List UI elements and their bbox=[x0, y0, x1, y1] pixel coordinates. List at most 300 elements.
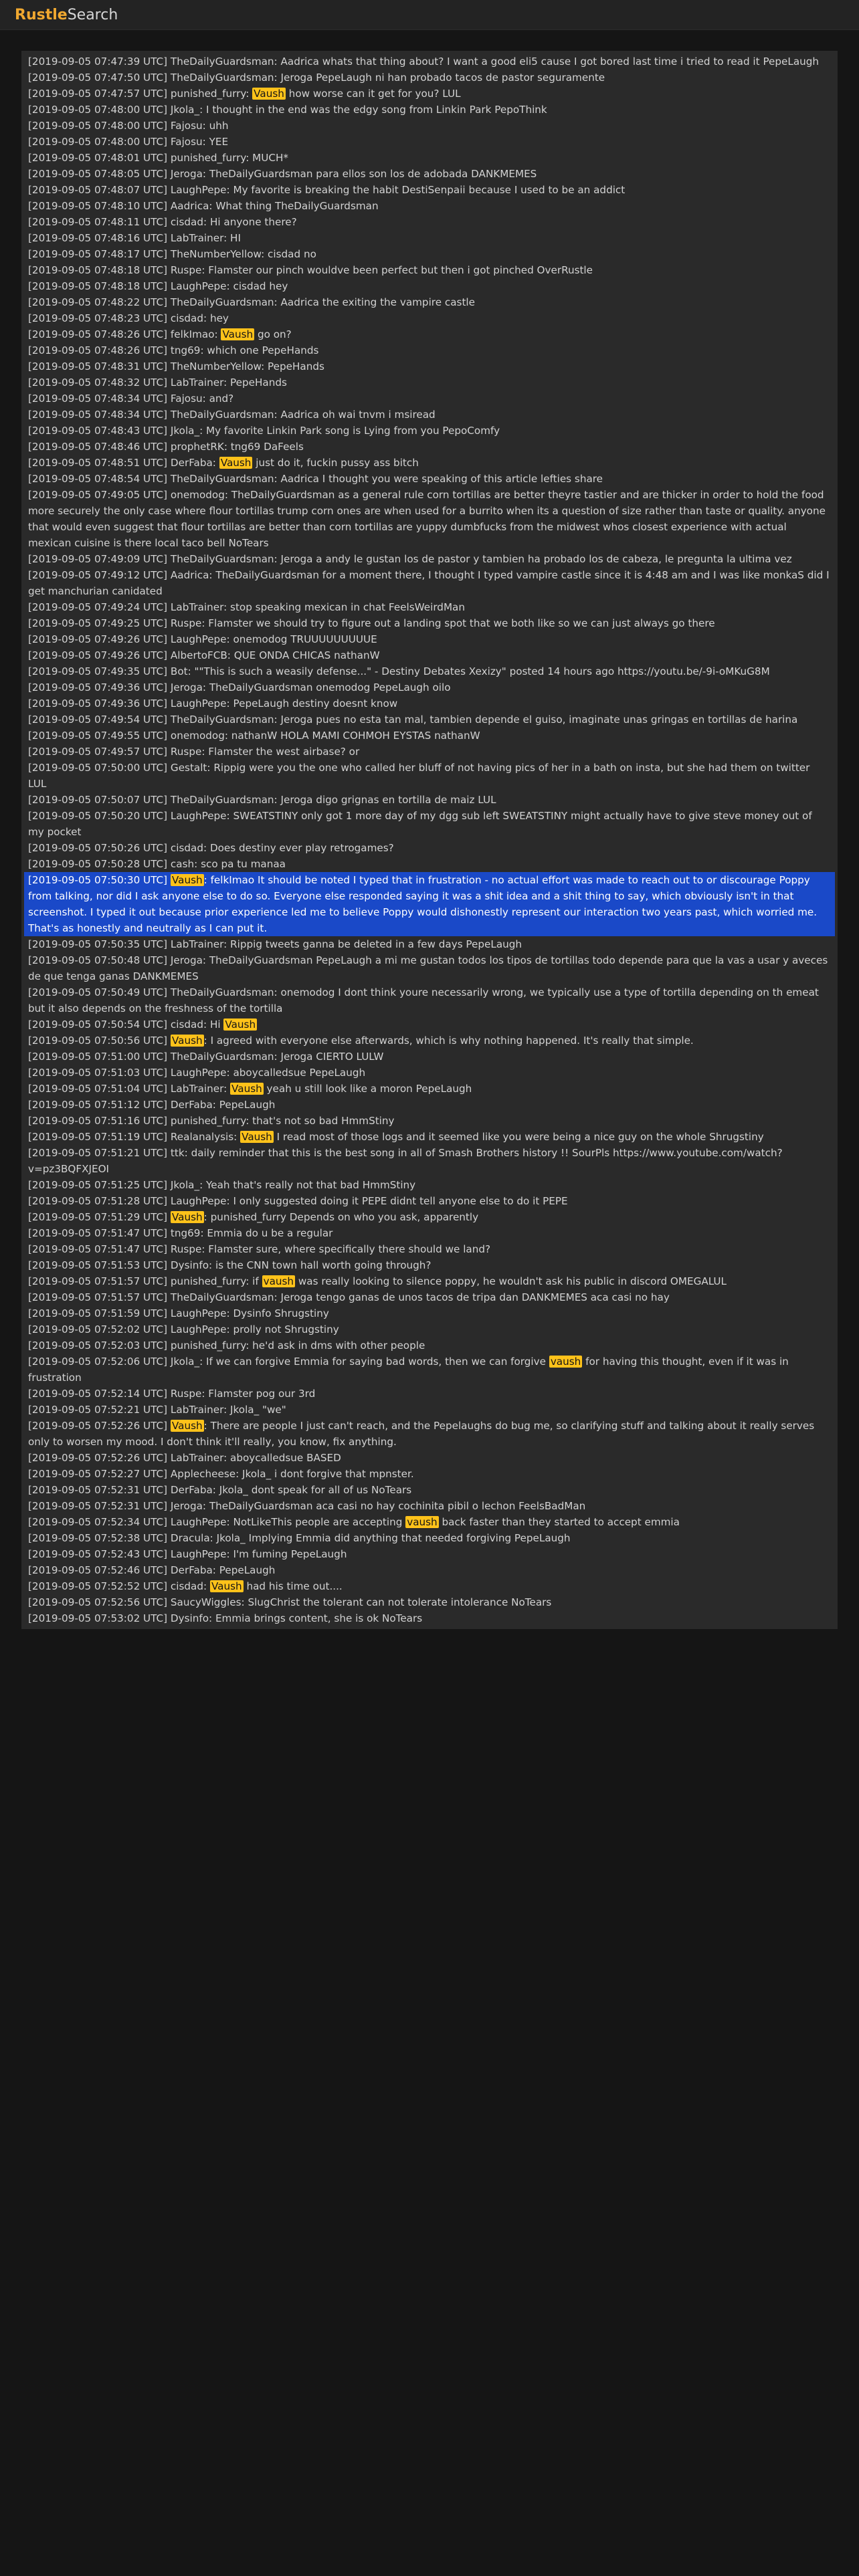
chat-message[interactable] bbox=[24, 695, 835, 712]
chat-message[interactable] bbox=[24, 1257, 835, 1273]
message-timestamp: [2019-09-05 07:52:52 UTC] bbox=[28, 1580, 171, 1592]
app-header bbox=[0, 0, 859, 30]
message-username: SaucyWiggles: bbox=[170, 1596, 248, 1608]
message-text: stop speaking mexican in chat FeelsWeirdMan bbox=[230, 601, 465, 613]
message-username: TheDailyGuardsman: bbox=[170, 72, 281, 84]
chat-message[interactable] bbox=[24, 872, 835, 936]
message-username: cash: bbox=[170, 858, 201, 870]
chat-message[interactable] bbox=[24, 1418, 835, 1450]
chat-message[interactable] bbox=[24, 182, 835, 198]
message-timestamp: [2019-09-05 07:51:12 UTC] bbox=[28, 1099, 171, 1111]
message-timestamp: [2019-09-05 07:52:56 UTC] bbox=[28, 1596, 171, 1608]
message-username: DerFaba: bbox=[170, 1564, 219, 1576]
chat-message[interactable] bbox=[24, 487, 835, 551]
message-text: Yeah that's really not that bad HmmStiny bbox=[206, 1179, 416, 1191]
message-username: Fajosu: bbox=[170, 136, 209, 148]
chat-message[interactable] bbox=[24, 455, 835, 471]
message-username: Ruspe: bbox=[170, 264, 209, 276]
message-username: Vaush bbox=[171, 874, 203, 886]
message-text: Vaush just do it, fuckin pussy ass bitch bbox=[220, 457, 419, 469]
message-username: LaughPepe: bbox=[170, 1323, 233, 1335]
chat-message[interactable] bbox=[24, 792, 835, 808]
message-username: LabTrainer: bbox=[170, 377, 231, 389]
message-timestamp: [2019-09-05 07:49:24 UTC] bbox=[28, 601, 171, 613]
chat-message[interactable] bbox=[24, 567, 835, 599]
message-text: Jeroga a andy le gustan los de pastor y tambien ha probado los de cabeza, le pregunta la ultima vez bbox=[280, 553, 792, 565]
chat-message[interactable] bbox=[24, 1546, 835, 1562]
chat-message[interactable] bbox=[24, 1610, 835, 1626]
chat-message[interactable] bbox=[24, 1354, 835, 1386]
message-username: Fajosu: bbox=[170, 393, 209, 405]
chat-message[interactable] bbox=[24, 679, 835, 695]
message-username: Dysinfo: bbox=[170, 1612, 215, 1624]
message-username: Fajosu: bbox=[170, 120, 209, 132]
message-timestamp: [2019-09-05 07:51:21 UTC] bbox=[28, 1147, 171, 1159]
message-text: if vaush was really looking to silence poppy, he wouldn't ask his public in discord OMEGALUL bbox=[252, 1275, 727, 1287]
message-text: QUE ONDA CHICAS nathanW bbox=[233, 649, 380, 661]
chat-message[interactable] bbox=[24, 326, 835, 342]
message-username: punished_furry: bbox=[170, 1115, 253, 1127]
message-text: There are people I just can't reach, and the Pepelaughs do bug me, so clarifying stuff and talking about it really serves only to worsen my mood. I don't think it'll really, you know, fix anything. bbox=[28, 1420, 815, 1448]
message-timestamp: [2019-09-05 07:51:59 UTC] bbox=[28, 1307, 171, 1319]
message-text: TheDailyGuardsman onemodog PepeLaugh oilo bbox=[209, 681, 451, 693]
message-text: Jkola_ Implying Emmia did anything that needed forgiving PepeLaugh bbox=[216, 1532, 571, 1544]
chat-message[interactable] bbox=[24, 1514, 835, 1530]
message-text: Vaush yeah u still look like a moron PepeLaugh bbox=[231, 1083, 472, 1095]
message-timestamp: [2019-09-05 07:52:26 UTC] bbox=[28, 1452, 171, 1464]
message-username: Jeroga: bbox=[170, 954, 209, 966]
chat-message[interactable] bbox=[24, 1289, 835, 1305]
message-username: LaughPepe: bbox=[170, 1548, 233, 1560]
message-text: TheDailyGuardsman as a general rule corn tortillas are better theyre tastier and are thicker in order to hold the food more securely the only case where flour tortillas trump corn ones are when used for a burrito when its a question of size rather than taste or quality. anyone that would even suggest that flour tortillas are better than corn tortillas are yuppy dumbfucks from the midwest whos closest experience with actual mexican cuisine is there local taco bell NoTears bbox=[28, 489, 826, 549]
message-timestamp: [2019-09-05 07:50:30 UTC] bbox=[28, 874, 171, 886]
message-username: TheDailyGuardsman: bbox=[170, 1051, 281, 1063]
message-username: punished_furry: bbox=[170, 1275, 253, 1287]
message-timestamp: [2019-09-05 07:48:10 UTC] bbox=[28, 200, 171, 212]
message-username: TheDailyGuardsman: bbox=[170, 794, 281, 806]
chat-message[interactable] bbox=[24, 1578, 835, 1594]
message-text: I'm fuming PepeLaugh bbox=[233, 1548, 347, 1560]
message-timestamp: [2019-09-05 07:51:57 UTC] bbox=[28, 1275, 171, 1287]
search-highlight: Vaush bbox=[222, 328, 254, 340]
message-timestamp: [2019-09-05 07:51:25 UTC] bbox=[28, 1179, 171, 1191]
message-text: ""This is such a weasily defense..." - Destiny Debates Xexizy" posted 14 hours ago https://youtu.be/-9i-oMKuG8M bbox=[194, 665, 770, 677]
chat-message[interactable] bbox=[24, 1081, 835, 1097]
message-username: Aadrica: bbox=[170, 569, 216, 581]
chat-message[interactable] bbox=[24, 1466, 835, 1482]
message-username: Gestalt: bbox=[170, 762, 214, 774]
message-timestamp: [2019-09-05 07:48:31 UTC] bbox=[28, 360, 171, 372]
message-text: onemodog I dont think youre necessarily wrong, we typically use a type of tortilla depending on th emeat but it also depends on the freshness of the tortilla bbox=[28, 986, 819, 1014]
message-separator: : bbox=[203, 874, 211, 886]
message-timestamp: [2019-09-05 07:51:29 UTC] bbox=[28, 1211, 171, 1223]
chat-message[interactable] bbox=[24, 1241, 835, 1257]
chat-message[interactable] bbox=[24, 1193, 835, 1209]
message-text: sco pa tu manaa bbox=[201, 858, 286, 870]
message-username: LaughPepe: bbox=[170, 280, 233, 292]
message-text: Hi Vaush bbox=[209, 1018, 256, 1031]
message-text: nathanW HOLA MAMI COHMOH EYSTAS nathanW bbox=[231, 730, 480, 742]
message-username: cisdad: bbox=[170, 216, 210, 228]
message-timestamp: [2019-09-05 07:50:56 UTC] bbox=[28, 1035, 171, 1047]
message-username: punished_furry: bbox=[170, 152, 253, 164]
message-timestamp: [2019-09-05 07:48:34 UTC] bbox=[28, 409, 171, 421]
message-timestamp: [2019-09-05 07:52:34 UTC] bbox=[28, 1516, 171, 1528]
message-text: My favorite is breaking the habit DestiSenpaii because I used to be an addict bbox=[233, 184, 626, 196]
message-username: Aadrica: bbox=[170, 200, 216, 212]
message-username: AlbertoFCB: bbox=[170, 649, 234, 661]
message-timestamp: [2019-09-05 07:51:16 UTC] bbox=[28, 1115, 171, 1127]
message-username: Dracula: bbox=[170, 1532, 217, 1544]
message-username: LaughPepe: bbox=[170, 810, 233, 822]
message-text: he'd ask in dms with other people bbox=[252, 1339, 425, 1352]
message-timestamp: [2019-09-05 07:51:00 UTC] bbox=[28, 1051, 171, 1063]
chat-message[interactable] bbox=[24, 230, 835, 246]
message-text: Flamster sure, where specifically there should we land? bbox=[208, 1243, 491, 1255]
message-text: and? bbox=[209, 393, 234, 405]
message-username: ttk: bbox=[170, 1147, 191, 1159]
chat-message[interactable] bbox=[24, 374, 835, 391]
message-text: PepeLaugh bbox=[219, 1564, 276, 1576]
message-username: Jkola_: bbox=[170, 425, 207, 437]
message-username: Jkola_: bbox=[170, 1356, 207, 1368]
chat-message[interactable] bbox=[24, 647, 835, 663]
chat-message[interactable] bbox=[24, 1305, 835, 1321]
message-timestamp: [2019-09-05 07:52:06 UTC] bbox=[28, 1356, 171, 1368]
message-text: Jkola_ i dont forgive that mpnster. bbox=[242, 1468, 414, 1480]
message-timestamp: [2019-09-05 07:48:43 UTC] bbox=[28, 425, 171, 437]
chat-message[interactable] bbox=[24, 712, 835, 728]
chat-message[interactable] bbox=[24, 1016, 835, 1033]
chat-message[interactable] bbox=[24, 984, 835, 1016]
chat-message[interactable] bbox=[24, 663, 835, 679]
message-text: PepeHands bbox=[268, 360, 324, 372]
message-text: aboycalledsue PepeLaugh bbox=[233, 1067, 366, 1079]
chat-message[interactable] bbox=[24, 1594, 835, 1610]
message-timestamp: [2019-09-05 07:49:25 UTC] bbox=[28, 617, 171, 629]
chat-message[interactable] bbox=[24, 166, 835, 182]
message-username: LabTrainer: bbox=[170, 232, 231, 244]
chat-message[interactable] bbox=[24, 1065, 835, 1081]
chat-message[interactable] bbox=[24, 1450, 835, 1466]
message-timestamp: [2019-09-05 07:51:19 UTC] bbox=[28, 1131, 171, 1143]
message-text: Flamster our pinch wouldve been perfect but then i got pinched OverRustle bbox=[208, 264, 593, 276]
message-separator: : bbox=[203, 1035, 211, 1047]
message-timestamp: [2019-09-05 07:52:14 UTC] bbox=[28, 1388, 171, 1400]
message-username: TheDailyGuardsman: bbox=[170, 473, 281, 485]
message-timestamp: [2019-09-05 07:47:57 UTC] bbox=[28, 88, 171, 100]
search-highlight: vaush bbox=[263, 1275, 294, 1287]
chat-message[interactable] bbox=[24, 551, 835, 567]
message-timestamp: [2019-09-05 07:50:49 UTC] bbox=[28, 986, 171, 998]
message-username: punished_furry: bbox=[170, 1339, 253, 1352]
message-text: Vaush how worse can it get for you? LUL bbox=[254, 88, 461, 100]
message-text: Aadrica oh wai tnvm i msiread bbox=[280, 409, 436, 421]
chat-message[interactable] bbox=[24, 1562, 835, 1578]
message-timestamp: [2019-09-05 07:51:47 UTC] bbox=[28, 1227, 171, 1239]
app-logo[interactable]: RustleSearch bbox=[15, 6, 118, 23]
message-timestamp: [2019-09-05 07:52:26 UTC] bbox=[28, 1420, 171, 1432]
message-text: onemodog TRUUUUUUUUUE bbox=[233, 633, 377, 645]
message-timestamp: [2019-09-05 07:48:00 UTC] bbox=[28, 120, 171, 132]
message-timestamp: [2019-09-05 07:52:43 UTC] bbox=[28, 1548, 171, 1560]
message-timestamp: [2019-09-05 07:49:55 UTC] bbox=[28, 730, 171, 742]
message-timestamp: [2019-09-05 07:49:26 UTC] bbox=[28, 649, 171, 661]
message-username: LabTrainer: bbox=[170, 938, 231, 950]
chat-log bbox=[21, 51, 838, 1629]
message-timestamp: [2019-09-05 07:49:54 UTC] bbox=[28, 714, 171, 726]
chat-message[interactable] bbox=[24, 1033, 835, 1049]
message-username: prophetRK: bbox=[170, 441, 231, 453]
message-text: felkImao It should be noted I typed that in frustration - no actual effort was made to reach out to or discourage Poppy from talking, nor did I ask anyone else to do so. Everyone else responded saying it was a shit idea and a shit thing to say, which obviously isn't in that screenshot. I typed it out because prior experience led me to believe Poppy would dishonestly represent our interaction two years past, which worried me. That's as honestly and neutrally as I can put it. bbox=[28, 874, 818, 934]
message-text: which one PepeHands bbox=[207, 344, 319, 356]
chat-message[interactable] bbox=[24, 134, 835, 150]
chat-message[interactable] bbox=[24, 744, 835, 760]
chat-message[interactable] bbox=[24, 246, 835, 262]
search-highlight: Vaush bbox=[220, 457, 252, 469]
message-text: Jeroga CIERTO LULW bbox=[280, 1051, 384, 1063]
message-text: cisdad no bbox=[268, 248, 316, 260]
message-timestamp: [2019-09-05 07:51:28 UTC] bbox=[28, 1195, 171, 1207]
message-text: punished_furry Depends on who you ask, apparently bbox=[210, 1211, 479, 1223]
message-username: LaughPepe: bbox=[170, 1516, 233, 1528]
message-timestamp: [2019-09-05 07:52:02 UTC] bbox=[28, 1323, 171, 1335]
chat-message[interactable] bbox=[24, 1386, 835, 1402]
message-text: Rippig were you the one who called her bluff of not having pics of her in a bath on insta, but she had them on twitter LUL bbox=[28, 762, 810, 790]
message-text: TheDailyGuardsman aca casi no hay cochinita pibil o lechon FeelsBadMan bbox=[209, 1500, 586, 1512]
chat-message[interactable] bbox=[24, 262, 835, 278]
message-username: TheDailyGuardsman: bbox=[170, 56, 281, 68]
message-text: What thing TheDailyGuardsman bbox=[215, 200, 379, 212]
chat-message[interactable] bbox=[24, 310, 835, 326]
chat-message[interactable] bbox=[24, 1049, 835, 1065]
message-username: Dysinfo: bbox=[170, 1259, 215, 1271]
message-username: cisdad: bbox=[170, 1018, 210, 1031]
message-text: Hi anyone there? bbox=[209, 216, 297, 228]
message-timestamp: [2019-09-05 07:52:46 UTC] bbox=[28, 1564, 171, 1576]
chat-message[interactable] bbox=[24, 936, 835, 952]
message-timestamp: [2019-09-05 07:48:18 UTC] bbox=[28, 264, 171, 276]
chat-message[interactable] bbox=[24, 86, 835, 102]
message-text: PepeHands bbox=[230, 377, 287, 389]
message-timestamp: [2019-09-05 07:48:22 UTC] bbox=[28, 296, 171, 308]
chat-message[interactable] bbox=[24, 342, 835, 358]
message-text: aboycalledsue BASED bbox=[230, 1452, 341, 1464]
message-text: YEE bbox=[209, 136, 229, 148]
message-timestamp: [2019-09-05 07:52:31 UTC] bbox=[28, 1500, 171, 1512]
chat-message[interactable] bbox=[24, 214, 835, 230]
message-timestamp: [2019-09-05 07:49:26 UTC] bbox=[28, 633, 171, 645]
message-timestamp: [2019-09-05 07:51:57 UTC] bbox=[28, 1291, 171, 1303]
message-username: Realanalysis: bbox=[170, 1131, 241, 1143]
chat-message[interactable] bbox=[24, 1321, 835, 1337]
message-text: Dysinfo Shrugstiny bbox=[233, 1307, 329, 1319]
message-username: DerFaba: bbox=[170, 1484, 219, 1496]
message-username: DerFaba: bbox=[170, 457, 219, 469]
search-highlight: vaush bbox=[550, 1356, 581, 1368]
message-timestamp: [2019-09-05 07:51:03 UTC] bbox=[28, 1067, 171, 1079]
message-timestamp: [2019-09-05 07:50:00 UTC] bbox=[28, 762, 171, 774]
message-username: cisdad: bbox=[170, 842, 210, 854]
message-timestamp: [2019-09-05 07:48:01 UTC] bbox=[28, 152, 171, 164]
search-highlight: Vaush bbox=[242, 1131, 272, 1143]
chat-message[interactable] bbox=[24, 1145, 835, 1177]
message-text: HI bbox=[230, 232, 241, 244]
message-timestamp: [2019-09-05 07:48:11 UTC] bbox=[28, 216, 171, 228]
message-text: is the CNN town hall worth going through? bbox=[215, 1259, 432, 1271]
chat-message[interactable] bbox=[24, 1482, 835, 1498]
chat-message[interactable] bbox=[24, 1097, 835, 1113]
message-timestamp: [2019-09-05 07:51:04 UTC] bbox=[28, 1083, 171, 1095]
message-username: LaughPepe: bbox=[170, 1067, 233, 1079]
message-timestamp: [2019-09-05 07:50:48 UTC] bbox=[28, 954, 171, 966]
chat-message[interactable] bbox=[24, 118, 835, 134]
search-highlight: Vaush bbox=[225, 1018, 256, 1031]
message-timestamp: [2019-09-05 07:52:31 UTC] bbox=[28, 1484, 171, 1496]
chat-message[interactable] bbox=[24, 631, 835, 647]
message-text: cisdad hey bbox=[233, 280, 288, 292]
chat-message[interactable] bbox=[24, 1530, 835, 1546]
message-timestamp: [2019-09-05 07:49:36 UTC] bbox=[28, 681, 171, 693]
message-text: Does destiny ever play retrogames? bbox=[209, 842, 394, 854]
message-username: TheDailyGuardsman: bbox=[170, 714, 281, 726]
message-timestamp: [2019-09-05 07:48:07 UTC] bbox=[28, 184, 171, 196]
message-text: prolly not Shrugstiny bbox=[233, 1323, 339, 1335]
message-username: Ruspe: bbox=[170, 1243, 209, 1255]
chat-message[interactable] bbox=[24, 840, 835, 856]
message-username: LabTrainer: bbox=[170, 1452, 231, 1464]
message-username: Jkola_: bbox=[170, 1179, 207, 1191]
search-highlight: Vaush bbox=[211, 1580, 242, 1592]
chat-message[interactable] bbox=[24, 856, 835, 872]
message-text: MUCH* bbox=[252, 152, 289, 164]
chat-message[interactable] bbox=[24, 1113, 835, 1129]
message-username: Jeroga: bbox=[170, 681, 209, 693]
message-username: LabTrainer: bbox=[170, 1083, 231, 1095]
message-username: TheDailyGuardsman: bbox=[170, 409, 281, 421]
message-timestamp: [2019-09-05 07:48:26 UTC] bbox=[28, 344, 171, 356]
message-username: TheDailyGuardsman: bbox=[170, 986, 281, 998]
message-text: PepeLaugh bbox=[219, 1099, 276, 1111]
message-username: LaughPepe: bbox=[170, 633, 233, 645]
message-username: Jkola_: bbox=[170, 104, 207, 116]
message-timestamp: [2019-09-05 07:50:20 UTC] bbox=[28, 810, 171, 822]
message-text: daily reminder that this is the best song in all of Smash Brothers history !! SourPls https://www.youtube.com/watch?v=pz3BQFXJEOI bbox=[28, 1147, 783, 1175]
search-highlight: Vaush bbox=[231, 1083, 262, 1095]
chat-message[interactable] bbox=[24, 294, 835, 310]
message-timestamp: [2019-09-05 07:49:57 UTC] bbox=[28, 746, 171, 758]
chat-message[interactable] bbox=[24, 728, 835, 744]
message-username: LaughPepe: bbox=[170, 1195, 233, 1207]
message-timestamp: [2019-09-05 07:51:53 UTC] bbox=[28, 1259, 171, 1271]
message-username: TheNumberYellow: bbox=[170, 360, 268, 372]
message-text: Emmia do u be a regular bbox=[207, 1227, 333, 1239]
chat-message[interactable] bbox=[24, 1402, 835, 1418]
message-username: LabTrainer: bbox=[170, 1404, 231, 1416]
message-text: Flamster we should try to figure out a landing spot that we both like so we can just always go there bbox=[208, 617, 715, 629]
chat-message[interactable] bbox=[24, 760, 835, 792]
message-timestamp: [2019-09-05 07:49:05 UTC] bbox=[28, 489, 171, 501]
message-timestamp: [2019-09-05 07:48:46 UTC] bbox=[28, 441, 171, 453]
message-timestamp: [2019-09-05 07:50:35 UTC] bbox=[28, 938, 171, 950]
message-timestamp: [2019-09-05 07:49:12 UTC] bbox=[28, 569, 171, 581]
chat-message[interactable] bbox=[24, 70, 835, 86]
message-timestamp: [2019-09-05 07:52:27 UTC] bbox=[28, 1468, 171, 1480]
message-username: LaughPepe: bbox=[170, 1307, 233, 1319]
chat-message[interactable] bbox=[24, 952, 835, 984]
chat-message[interactable] bbox=[24, 391, 835, 407]
chat-message[interactable] bbox=[24, 423, 835, 439]
search-highlight: Vaush bbox=[254, 88, 284, 100]
message-text: Flamster the west airbase? or bbox=[208, 746, 360, 758]
message-text: Aadrica whats that thing about? I want a good eli5 cause I got bored last time i tried to read it PepeLaugh bbox=[280, 56, 820, 68]
message-text: Emmia brings content, she is ok NoTears bbox=[215, 1612, 423, 1624]
message-timestamp: [2019-09-05 07:49:35 UTC] bbox=[28, 665, 171, 677]
message-timestamp: [2019-09-05 07:48:32 UTC] bbox=[28, 377, 171, 389]
chat-message[interactable] bbox=[24, 102, 835, 118]
chat-message[interactable] bbox=[24, 1498, 835, 1514]
chat-message[interactable] bbox=[24, 1177, 835, 1193]
message-username: cisdad: bbox=[170, 312, 210, 324]
message-text: TheDailyGuardsman for a moment there, I thought I typed vampire castle since it is 4:48 am and I was like monkaS did I get manchurian canidated bbox=[28, 569, 830, 597]
message-username: onemodog: bbox=[170, 730, 231, 742]
message-text: I agreed with everyone else afterwards, which is why nothing happened. It's really that simple. bbox=[210, 1035, 694, 1047]
chat-message[interactable] bbox=[24, 53, 835, 70]
chat-message[interactable] bbox=[24, 407, 835, 423]
message-timestamp: [2019-09-05 07:49:09 UTC] bbox=[28, 553, 171, 565]
message-timestamp: [2019-09-05 07:48:05 UTC] bbox=[28, 168, 171, 180]
message-text: Flamster pog our 3rd bbox=[208, 1388, 316, 1400]
message-username: Jeroga: bbox=[170, 168, 209, 180]
message-username: tng69: bbox=[170, 344, 207, 356]
message-timestamp: [2019-09-05 07:48:17 UTC] bbox=[28, 248, 171, 260]
message-timestamp: [2019-09-05 07:52:03 UTC] bbox=[28, 1339, 171, 1352]
message-username: Ruspe: bbox=[170, 1388, 209, 1400]
chat-message[interactable] bbox=[24, 198, 835, 214]
message-username: Ruspe: bbox=[170, 617, 209, 629]
chat-message[interactable] bbox=[24, 278, 835, 294]
chat-message[interactable] bbox=[24, 471, 835, 487]
chat-message[interactable] bbox=[24, 1337, 835, 1354]
message-text: Aadrica I thought you were speaking of this article lefties share bbox=[280, 473, 603, 485]
message-timestamp: [2019-09-05 07:52:38 UTC] bbox=[28, 1532, 171, 1544]
chat-message[interactable] bbox=[24, 1273, 835, 1289]
chat-message[interactable] bbox=[24, 1225, 835, 1241]
chat-message[interactable] bbox=[24, 615, 835, 631]
message-separator: : bbox=[203, 1211, 211, 1223]
message-separator: : bbox=[203, 1420, 211, 1432]
message-timestamp: [2019-09-05 07:48:00 UTC] bbox=[28, 136, 171, 148]
chat-message[interactable] bbox=[24, 1129, 835, 1145]
chat-message[interactable] bbox=[24, 150, 835, 166]
chat-message[interactable] bbox=[24, 808, 835, 840]
message-text: I thought in the end was the edgy song from Linkin Park PepoThink bbox=[206, 104, 547, 116]
message-timestamp: [2019-09-05 07:48:00 UTC] bbox=[28, 104, 171, 116]
chat-message[interactable] bbox=[24, 1209, 835, 1225]
message-timestamp: [2019-09-05 07:51:47 UTC] bbox=[28, 1243, 171, 1255]
message-username: TheDailyGuardsman: bbox=[170, 296, 281, 308]
chat-message[interactable] bbox=[24, 358, 835, 374]
message-text: Aadrica the exiting the vampire castle bbox=[280, 296, 475, 308]
message-text: that's not so bad HmmStiny bbox=[252, 1115, 395, 1127]
message-text: TheDailyGuardsman para ellos son los de adobada DANKMEMES bbox=[209, 168, 537, 180]
chat-message[interactable] bbox=[24, 599, 835, 615]
message-username: Jeroga: bbox=[170, 1500, 209, 1512]
message-timestamp: [2019-09-05 07:47:50 UTC] bbox=[28, 72, 171, 84]
message-text: Jkola_ dont speak for all of us NoTears bbox=[219, 1484, 412, 1496]
message-username: DerFaba: bbox=[170, 1099, 219, 1111]
chat-message[interactable] bbox=[24, 439, 835, 455]
